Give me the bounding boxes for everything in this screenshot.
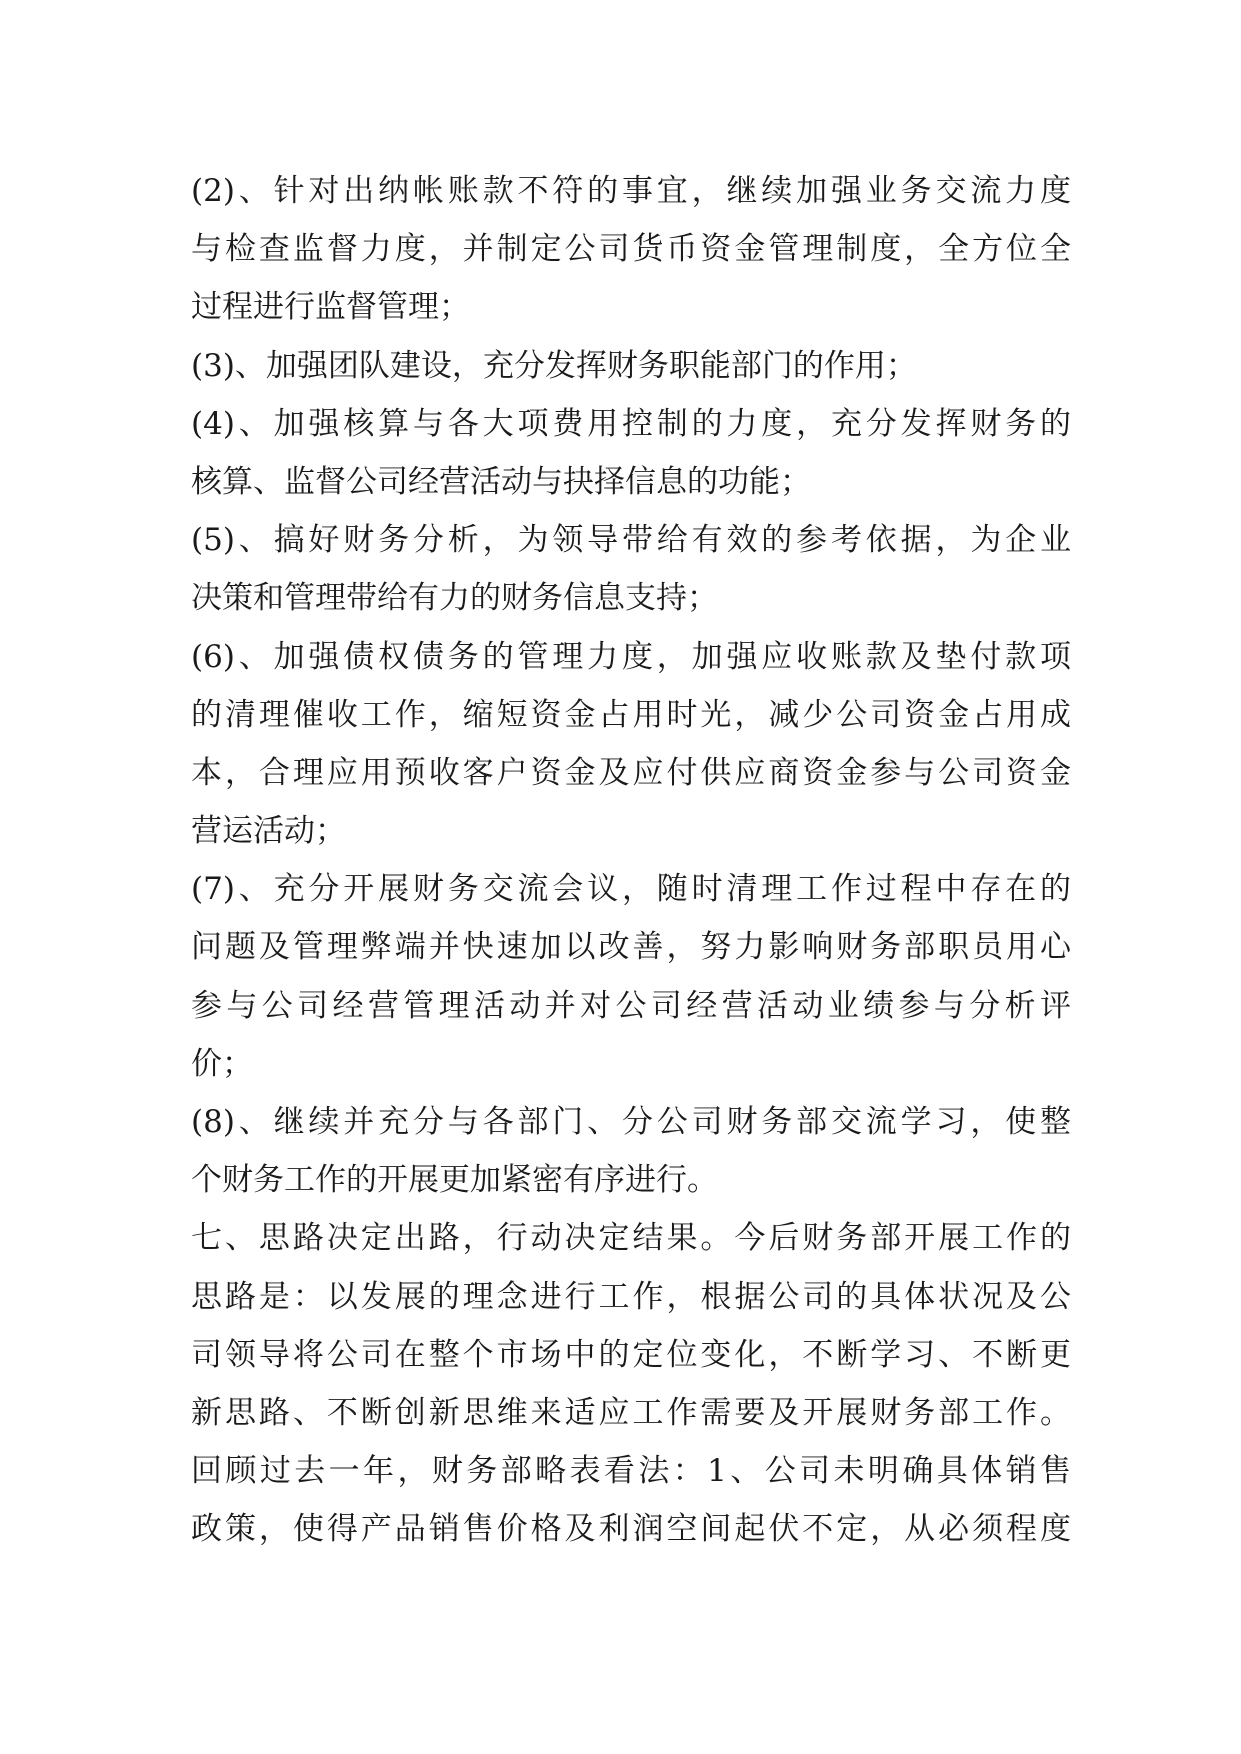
- text-line: 七、思路决定出路，行动决定结果。今后财务部开展工作的: [191, 1220, 1071, 1257]
- text-line: 问题及管理弊端并快速加以改善，努力影响财务部职员用心: [191, 929, 1071, 966]
- text-line: (6)、加强债权债务的管理力度，加强应收账款及垫付款项: [191, 638, 1071, 675]
- text-line: 营运活动；: [191, 813, 346, 850]
- text-line: (5)、搞好财务分析，为领导带给有效的参考依据，为企业: [191, 522, 1071, 559]
- text-line: 本，合理应用预收客户资金及应付供应商资金参与公司资金: [191, 754, 1071, 791]
- text-line: 核算、监督公司经营活动与抉择信息的功能；: [191, 463, 811, 500]
- text-line: 价；: [191, 1045, 253, 1082]
- text-line: 个财务工作的开展更加紧密有序进行。: [191, 1162, 718, 1199]
- text-line: 政策，使得产品销售价格及利润空间起伏不定，从必须程度: [191, 1511, 1071, 1548]
- body-text: [191, 162, 1071, 1559]
- text-line: 回顾过去一年，财务部略表看法：1、公司未明确具体销售: [191, 1453, 1071, 1490]
- text-line: (8)、继续并充分与各部门、分公司财务部交流学习，使整: [191, 1104, 1071, 1140]
- text-line: 司领导将公司在整个市场中的定位变化，不断学习、不断更: [191, 1336, 1071, 1373]
- text-line: (2)、针对出纳帐账款不符的事宜，继续加强业务交流力度: [191, 173, 1071, 209]
- text-line: (4)、加强核算与各大项费用控制的力度，充分发挥财务的: [191, 405, 1071, 442]
- text-line: (7)、充分开展财务交流会议，随时清理工作过程中存在的: [191, 871, 1071, 908]
- text-line: 参与公司经营管理活动并对公司经营活动业绩参与分析评: [191, 987, 1071, 1024]
- text-line: (3)、加强团队建设，充分发挥财务职能部门的作用；: [191, 347, 917, 384]
- text-line: 新思路、不断创新思维来适应工作需要及开展财务部工作。: [191, 1394, 1071, 1431]
- text-line: 决策和管理带给有力的财务信息支持；: [191, 580, 718, 617]
- text-line: 与检查监督力度，并制定公司货币资金管理制度，全方位全: [191, 231, 1071, 268]
- text-line: 思路是：以发展的理念进行工作，根据公司的具体状况及公: [191, 1278, 1071, 1315]
- text-line: 过程进行监督管理；: [191, 289, 470, 326]
- text-line: 的清理催收工作，缩短资金占用时光，减少公司资金占用成: [191, 696, 1071, 733]
